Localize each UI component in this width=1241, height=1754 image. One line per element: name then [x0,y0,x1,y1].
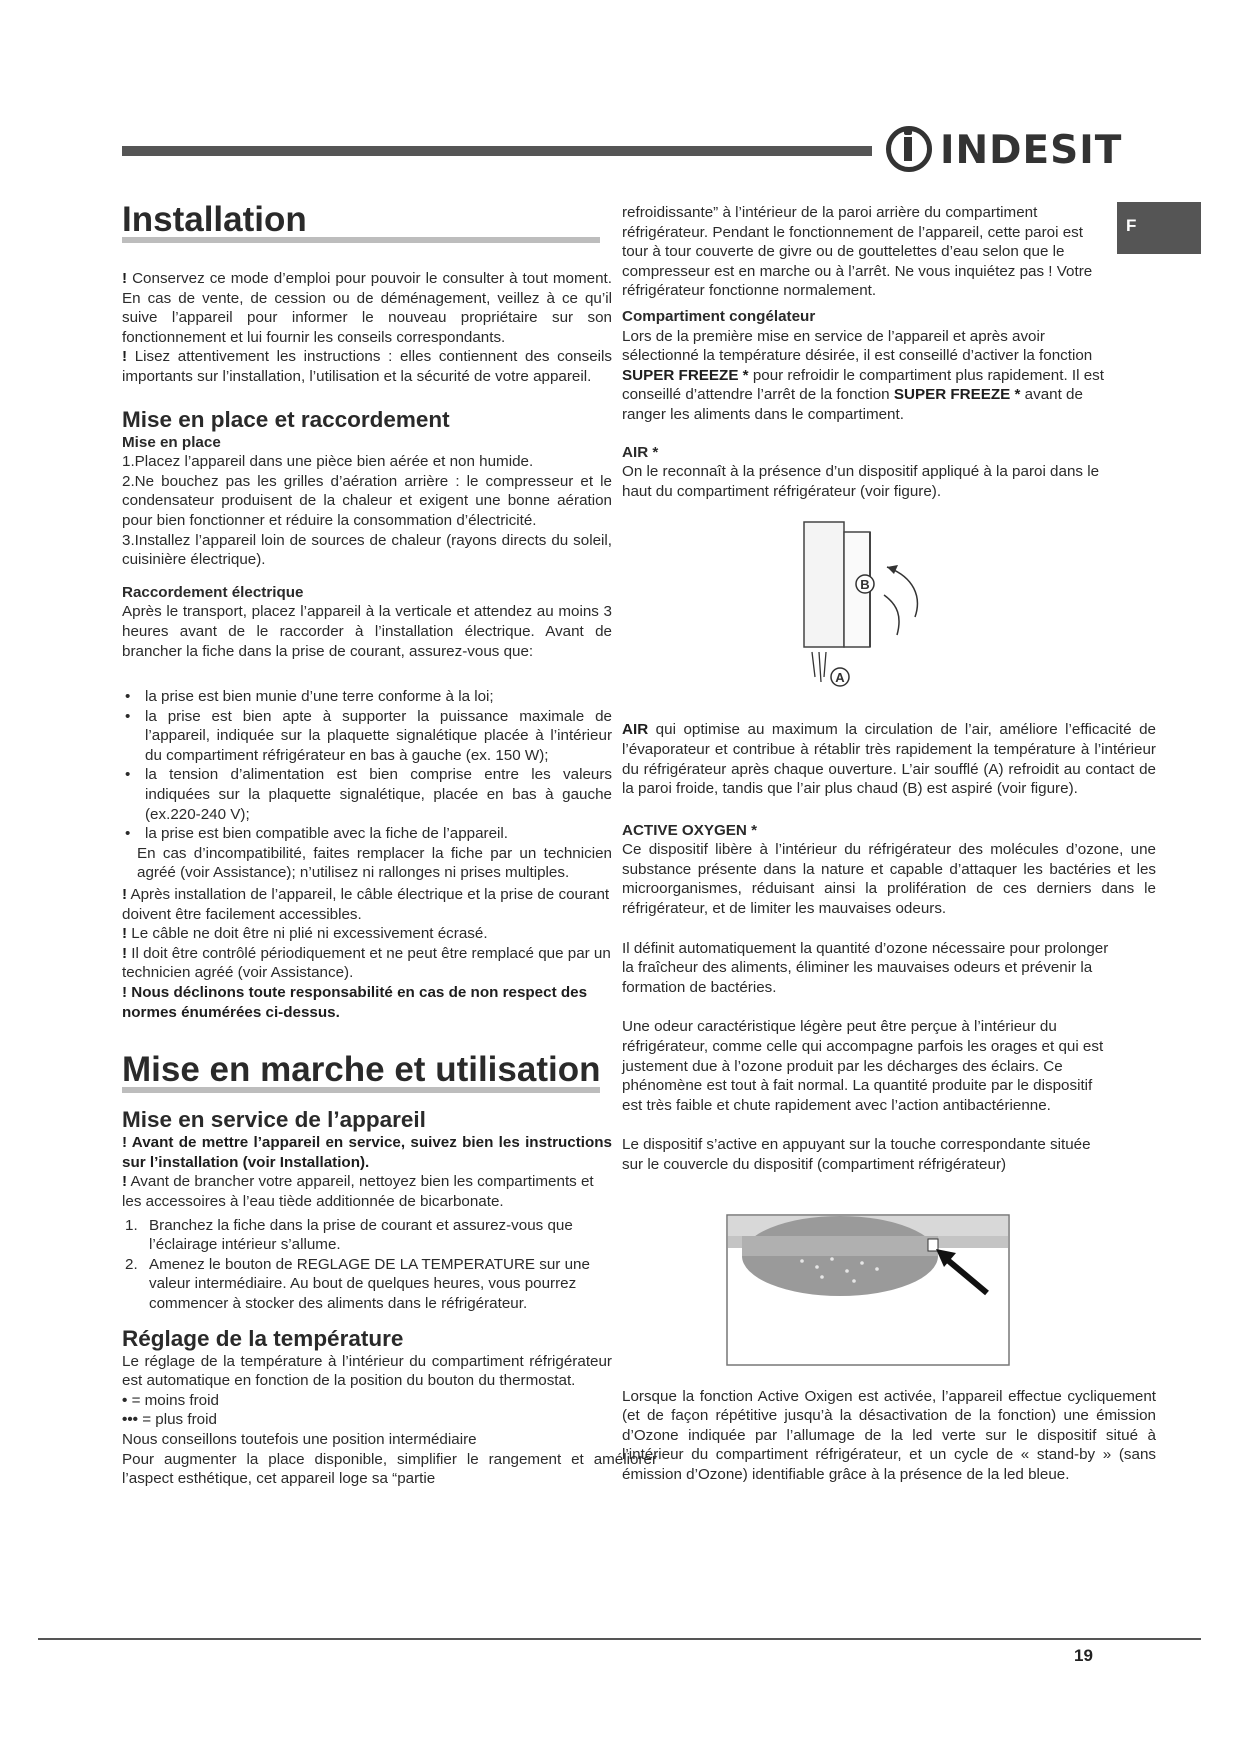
heading-temperature: Réglage de la température [122,1325,404,1351]
list-item: • la prise est bien compatible avec la fiche de l’appareil. [122,824,612,844]
device-body [804,522,844,647]
temperature-text: Le réglage de la température à l’intérieur du compartiment réfrigérateur est automatique en fonction de la position du bouton du thermostat. [122,1352,612,1390]
airflow-arrow-b-head [887,565,898,574]
air-description: AIR qui optimise au maximum la circulation de l’air, améliore l’efficacité de l’évaporateur et contribue à rétablir très rapidement la température à l’intérieur du réfrigérateur après chaque ouverture. L’air soufflé (A) refroidit au contact de la paroi froide, tandis que l’air plus chaud (B) est aspiré (voir figure). [622,721,1156,798]
electric-checklist [122,687,612,844]
list-item: • la prise est bien munie d’une terre conforme à la loi; [122,687,612,707]
oxygen-paragraph-5: Lorsque la fonction Active Oxigen est activée, l’appareil effectue cycliquement (et de façon répétitive jusqu’à la désactivation de la fonction) une émission d’Ozone indiquée par l’allumage de la led verte sur le dispositif situé à l’intérieur du compartiment réfrigérateur, et un cycle de « stand-by » (sans émission d’Ozone) identifiable grâce à la présence de la led bleue. [622,1387,1156,1483]
heading-placement: Mise en place et raccordement [122,406,450,432]
logo-i-stem [904,137,912,161]
thermometer-low-icon: • [122,1391,128,1409]
vent-dot [860,1261,864,1265]
intro-paragraph-2: ! Lisez attentivement les instructions : elles contiennent des conseils importants sur l’installation, l’utilisation et la sécurité de votre appareil. [122,348,612,385]
vent-dot [852,1279,856,1283]
step-item: 2. Amenez le bouton de REGLAGE DE LA TEMPERATURE sur une valeur intermédiaire. Au bout de quelques heures, vous pourrez commencer à stocker des aliments dans le réfrigérateur. [125,1255,590,1312]
list-item: • la prise est bien apte à supporter la puissance maximale de l’appareil, indiquée sur la plaquette signalétique placée à l’intérieur du compartiment réfrigérateur en bas à gauche (ex. 150 W); [122,707,612,766]
brand-logo [886,124,1123,180]
temperature-advice: Nous conseillons toutefois une position intermédiaire [122,1430,477,1448]
air-intro: On le reconnaît à la présence d’un dispositif appliqué à la paroi dans le haut du compartiment réfrigérateur (voir figure). [622,463,1100,500]
temp-setting-more: ••• = plus froid [122,1411,217,1429]
assistance-link[interactable]: voir Assistance [185,864,287,882]
warning-line: ! Le câble ne doit être ni plié ni excessivement écrasé. [122,925,488,943]
label-a: A [835,670,845,686]
subheading-oxygen: ACTIVE OXYGEN * [622,821,758,839]
air-device-figure [622,517,1112,717]
warning-line: ! Après installation de l’appareil, le câble électrique et la prise de courant doivent être facilement accessibles. [122,886,610,923]
oxygen-paragraph-4: Le dispositif s’active en appuyant sur la touche correspondante située sur le couvercle du dispositif (compartiment réfrigérateur) [622,1136,1091,1173]
intro-paragraph-1: ! Conservez ce mode d’emploi pour pouvoir le consulter à tout moment. En cas de vente, de cession ou de déménagement, veillez à ce qu’il suive l’appareil pour informer le nouveau propriétaire sur son fonctionnement et lui fournir les conseils correspondants. [122,270,612,346]
right-column [622,203,1156,1485]
electric-intro: Après le transport, placez l’appareil à la verticale et attendez au moins 3 heures avant de le raccorder à l’installation électrique. Avant de brancher la fiche dans la prise de courant, assurez-vous que: [122,603,612,660]
language-tab: F [1117,202,1201,254]
logo-i-dot [904,128,912,135]
temp-setting-less: • = moins froid [122,1391,219,1409]
vent-dot [830,1257,834,1261]
label-b: B [860,577,870,593]
placement-item: 3.Installez l’appareil loin de sources de chaleur (rayons directs du soleil, cuisinière électrique). [122,531,612,569]
subheading-placement: Mise en place [122,433,221,451]
vent-dot [815,1265,819,1269]
dome-top [742,1236,938,1256]
subheading-freezer: Compartiment congélateur [622,307,816,325]
list-item: • la tension d’alimentation est bien comprise entre les valeurs indiquées sur la plaquette signalétique, placée en bas à gauche (ex.220-240 V); [122,765,612,824]
warning-line: ! Il doit être contrôlé périodiquement et ne peut être remplacé que par un technicien agréé (voir Assistance). [122,944,611,982]
airflow-arrow-b [887,567,917,617]
section-title-use: Mise en marche et utilisation [122,1050,601,1090]
vent-dot [800,1259,804,1263]
disclaimer: ! Nous déclinons toute responsabilité en cas de non respect des normes énumérées ci-dessus. [122,984,588,1021]
airflow-down-arrows [812,652,826,682]
subheading-air: AIR * [622,443,659,461]
oxygen-device-figure [622,1201,1112,1371]
brand-name: INDESIT [940,128,1123,173]
placement-item: 2.Ne bouchez pas les grilles d’aération arrière : le compresseur et le condensateur produisent de la chaleur et exigent une bonne aération pour bien fonctionner et réduire la consommation d’électricité. [122,472,612,529]
vent-dot [875,1267,879,1271]
subheading-electric: Raccordement électrique [122,583,304,601]
service-note: ! Avant de brancher votre appareil, nettoyez bien les compartiments et les accessoires à l’eau tiède additionnée de bicarbonate. [122,1173,594,1210]
service-warning: ! Avant de mettre l’appareil en service, suivez bien les instructions sur l’installation (voir Installation). [122,1134,612,1171]
oxygen-paragraph-3: Une odeur caractéristique légère peut être perçue à l’intérieur du réfrigérateur, comme celle qui accompagne parfois les orages et qui est justement due à l’ozone produit par les décharges des éclairs. Ce phénomène est tout à fait normal. La quantité produite par le dispositif est très faible et chute rapidement avec l’action antibactérienne. [622,1018,1104,1114]
oxygen-paragraph-2: Il définit automatiquement la quantité d’ozone nécessaire pour prolonger la fraîcheur des aliments, éliminer les mauvaises odeurs et prévenir la formation de bactéries. [622,939,1109,996]
continued-paragraph: refroidissante” à l’intérieur de la paroi arrière du compartiment réfrigérateur. Pendant le fonctionnement de l’appareil, cette paroi est tour à tour couverte de givre ou de gouttelettes d’eau selon que le compresseur est en marche ou à l’arrêt. Ne vous inquiétez pas ! Votre réfrigérateur fonctionne normalement. [622,204,1093,300]
left-column [122,200,657,1489]
airflow-arrow-b2 [884,595,899,635]
section-title-installation: Installation [122,200,307,239]
placement-item: 1.Placez l’appareil dans une pièce bien aérée et non humide. [122,453,534,471]
heading-service: Mise en service de l’appareil [122,1107,426,1133]
step-item: 1. Branchez la fiche dans la prise de courant et assurez-vous que l’éclairage intérieur s’allume. [125,1216,573,1254]
thermometer-high-icon: ••• [122,1411,138,1429]
freezer-text: Lors de la première mise en service de l’appareil et après avoir sélectionné la température désirée, il est conseillé d’activer la fonction SUPER FREEZE * pour refroidir le compartiment plus rapidement. Il est conseillé d’attendre l’arrêt de la fonction SUPER FREEZE * avant de ranger les aliments dans le compartiment. [622,327,1104,423]
header-rule [122,146,872,156]
temperature-more: Pour augmenter la place disponible, simplifier le rangement et améliorer l’aspect esthétique, cet appareil loge sa “partie [122,1450,657,1488]
vent-dot [845,1269,849,1273]
footer-rule [38,1638,1201,1640]
oxygen-paragraph-1: Ce dispositif libère à l’intérieur du réfrigérateur des molécules d’ozone, une substance présente dans la nature et capable d’attaquer les bactéries et les microorganismes, réduisant ainsi la prolifération de ces derniers dans le réfrigérateur, et de limiter les mauvaises odeurs. [622,841,1156,918]
page-number: 19 [1074,1646,1093,1665]
vent-dot [820,1275,824,1279]
service-steps [122,1216,612,1314]
incompatibility-note: En cas d’incompatibilité, faites remplacer la fiche par un technicien agréé (voir Assistance); n’utilisez ni rallonges ni prises multiples. [137,844,612,882]
